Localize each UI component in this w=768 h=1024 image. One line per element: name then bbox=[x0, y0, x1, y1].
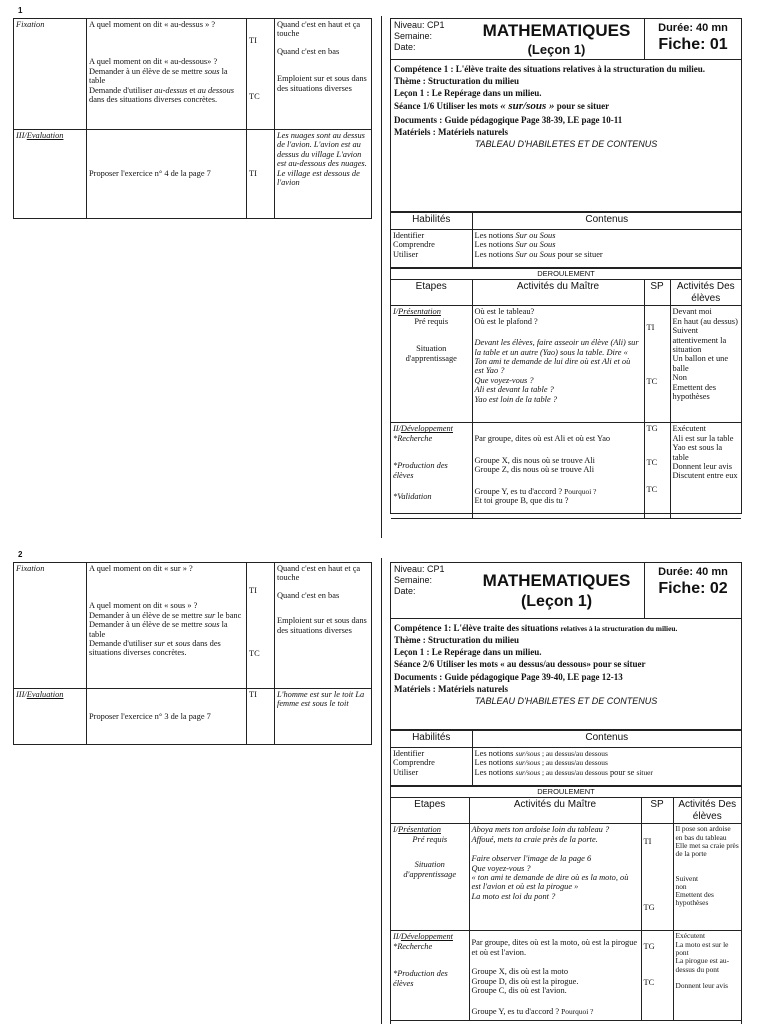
presentation-maitre: Où est le tableau? Où est le plafond ? Devant les élèves, faire asseoir un élève (Ali) sur la table et un autre (Yao) sous la table. Dire « Ton ami te demande de lui dire où est Ali et où est Yao ? Que voyez-vous ? Ali est devant la table ? Yao est loin de la table ? bbox=[472, 306, 644, 423]
competence: Compétence 1: L'élève traite des situations relatives à la structuration du milieu. bbox=[394, 623, 678, 633]
developpement-maitre: Par groupe, dites où est la moto, où est la pirogue et où est l'avion. Groupe X, dis où est la moto Groupe D, dis où est la pirogue. Groupe C, dis où est l'avion. Groupe Y, es tu d'accord ? Pourquoi ? bbox=[469, 931, 641, 1021]
presentation-steps: I/Présentation Pré requis Situation d'apprentissage bbox=[391, 306, 472, 423]
materiels: Matériels : Matériels naturels bbox=[394, 126, 509, 137]
tableau-title: TABLEAU D'HABILETES ET DE CONTENUS bbox=[474, 138, 658, 149]
developpement-eleves: Exécutent Ali est sur la table Yao est sous la table Donnent leur avis Discutent entre eux bbox=[670, 423, 741, 519]
habiletes-list: Identifier Comprendre Utiliser bbox=[391, 230, 472, 268]
presentation-steps: I/Présentation Pré requis Situation d'apprentissage bbox=[391, 824, 469, 931]
duration: Durée: 40 mn bbox=[658, 566, 728, 578]
evaluation-table bbox=[13, 562, 372, 745]
sp-header: SP bbox=[641, 798, 673, 824]
documents: Documents : Guide pédagogique Page 38-39, LE page 10-11 bbox=[394, 114, 623, 125]
lecon: Leçon 1 : Le Repérage dans un milieu. bbox=[394, 647, 542, 658]
page-number: 1 bbox=[18, 6, 23, 15]
presentation-sp: TI TG bbox=[641, 824, 673, 931]
lesson-sheet-02 bbox=[390, 562, 742, 1024]
fixation-activity: A quel moment on dit « au-dessus » ? A quel moment on dit « au-dessous» ? Demander à un élève de se mettre sous la table Demande d'utiliser au-dessus et au dessous dans des situations diverses concrètes. bbox=[87, 19, 247, 130]
fixation-sp: TI TC bbox=[247, 563, 275, 689]
sp-header: SP bbox=[644, 280, 670, 306]
competence: Compétence 1 : L'élève traite des situations relatives à la structuration du milieu. bbox=[394, 64, 706, 74]
fixation-sp: TI TC bbox=[247, 19, 275, 130]
habiletes-header: Habilités bbox=[391, 213, 472, 230]
developpement-eleves: Exécutent La moto est sur le pont La pirogue est au-dessus du pont Donnent leur avis bbox=[673, 931, 741, 1021]
fixation-activity: A quel moment on dit « sur » ? A quel moment on dit « sous » ? Demander à un élève de se mettre sur le banc Demander à un élève de se mettre sous la table Demande d'utiliser sur et sous dans des situations diverses concrètes. bbox=[87, 563, 247, 689]
column-divider bbox=[381, 558, 382, 1024]
developpement-maitre: Par groupe, dites où est Ali et où est Yao Groupe X, dis nous où se trouve Ali Groupe Z, dis nous où se trouve Ali Groupe Y, es tu d'accord ? Pourquoi ? Et toi groupe B, que dis tu ? bbox=[472, 423, 644, 519]
lesson-info bbox=[391, 619, 741, 730]
habiletes-table bbox=[391, 212, 741, 268]
evaluation-label: III/Evaluation bbox=[14, 130, 87, 219]
evaluation-activity: Proposer l'exercice n° 4 de la page 7 bbox=[87, 130, 247, 219]
evaluation-activity: Proposer l'exercice n° 3 de la page 7 bbox=[87, 689, 247, 745]
habiletes-header: Habilités bbox=[391, 731, 472, 748]
evaluation-label: III/Evaluation bbox=[14, 689, 87, 745]
subject-title: MATHEMATIQUES bbox=[482, 21, 631, 40]
evaluation-sp: TI bbox=[247, 689, 275, 745]
presentation-sp: TI TC bbox=[644, 306, 670, 423]
fixation-answers: Quand c'est en haut et ça touche Quand c'est en bas Emploient sur et sous dans des situations diverses bbox=[275, 19, 372, 130]
sheet-header: Niveau: CP1 Semaine: Date: MATHEMATIQUES (Leçon 1) Durée: 40 mn Fiche: 02 bbox=[391, 563, 741, 619]
developpement-steps: II/Développement *Recherche *Production des élèves bbox=[391, 931, 469, 1021]
evaluation-table bbox=[13, 18, 372, 219]
presentation-eleves: Devant moi En haut (au dessus) Suivent attentivement la situation Un ballon et une balle Non Emettent des hypothèses bbox=[670, 306, 741, 423]
deroulement-title: DEROULEMENT bbox=[391, 269, 741, 280]
contenus-header: Contenus bbox=[472, 731, 741, 748]
fixation-label: Fixation bbox=[14, 563, 87, 689]
activites-eleves-header: Activités Des élèves bbox=[670, 280, 741, 306]
etapes-header: Etapes bbox=[391, 798, 469, 824]
activites-maitre-header: Activités du Maître bbox=[472, 280, 644, 306]
theme: Thème : Structuration du milieu bbox=[394, 76, 519, 87]
contenus-list: Les notions sur/sous ; au dessus/au dessous Les notions sur/sous ; au dessus/au dessous Les notions sur/sous ; au dessus/au dessous pour se situer bbox=[472, 748, 741, 786]
developpement-sp: TG TC TC bbox=[644, 423, 670, 519]
evaluation-sp: TI bbox=[247, 130, 275, 219]
evaluation-answers: Les nuages sont au dessus de l'avion. L'avion est au dessus du village L'avion est au-dessous des nuages. Le village est dessous de l'avion bbox=[275, 130, 372, 219]
presentation-eleves: Il pose son ardoise en bas du tableau Elle met sa craie près de la porte Suivent non Emettent des hypothèses bbox=[673, 824, 741, 931]
sheet-number: Fiche: 01 bbox=[658, 36, 728, 53]
fixation-label: Fixation bbox=[14, 19, 87, 130]
seance: Séance 2/6 Utiliser les mots « au dessus/au dessous» pour se situer bbox=[394, 659, 646, 670]
developpement-sp: TG TC bbox=[641, 931, 673, 1021]
theme: Thème : Structuration du milieu bbox=[394, 635, 519, 646]
activites-maitre-header: Activités du Maître bbox=[469, 798, 641, 824]
sheet-number: Fiche: 02 bbox=[658, 580, 728, 597]
duration: Durée: 40 mn bbox=[658, 22, 728, 34]
deroulement-table bbox=[391, 268, 741, 519]
activites-eleves-header: Activités Des élèves bbox=[673, 798, 741, 824]
tableau-title: TABLEAU D'HABILETES ET DE CONTENUS bbox=[474, 695, 658, 706]
column-divider bbox=[381, 16, 382, 538]
deroulement-title: DEROULEMENT bbox=[391, 787, 741, 798]
developpement-steps: II/Développement *Recherche *Production des élèves *Validation bbox=[391, 423, 472, 519]
habiletes-table bbox=[391, 730, 741, 786]
lecon: Leçon 1 : Le Repérage dans un milieu. bbox=[394, 88, 542, 99]
habiletes-list: Identifier Comprendre Utiliser bbox=[391, 748, 472, 786]
deroulement-table bbox=[391, 786, 741, 1021]
sheet-header: Niveau: CP1 Semaine: Date: MATHEMATIQUES (Leçon 1) Durée: 40 mn Fiche: 01 bbox=[391, 19, 741, 60]
lesson-sheet-01 bbox=[390, 18, 742, 514]
subject-title: MATHEMATIQUES bbox=[482, 571, 631, 590]
seance: Séance 1/6 Utiliser les mots « sur/sous » pour se situer bbox=[394, 100, 610, 113]
contenus-list: Les notions Sur ou Sous Les notions Sur ou Sous Les notions Sur ou Sous pour se situer bbox=[472, 230, 741, 268]
lesson-info bbox=[391, 60, 741, 212]
contenus-header: Contenus bbox=[472, 213, 741, 230]
fixation-answers: Quand c'est en haut et ça touche Quand c'est en bas Emploient sur et sous dans des situations diverses bbox=[275, 563, 372, 689]
evaluation-answers: L'homme est sur le toit La femme est sous le toit bbox=[275, 689, 372, 745]
materiels: Matériels : Matériels naturels bbox=[394, 683, 509, 694]
etapes-header: Etapes bbox=[391, 280, 472, 306]
lesson-title: (Leçon 1) bbox=[520, 593, 593, 610]
documents: Documents : Guide pédagogique Page 39-40, LE page 12-13 bbox=[394, 671, 623, 682]
presentation-maitre: Aboya mets ton ardoise loin du tableau ? Affoué, mets ta craie près de la porte. Faire observer l'image de la page 6 Que voyez-vous ? « ton ami te demande de dire où es la moto, où est l'avion et où est la pirogue » La moto est loi du pont ? bbox=[469, 824, 641, 931]
lesson-title: (Leçon 1) bbox=[527, 42, 586, 57]
page-number: 2 bbox=[18, 550, 23, 559]
